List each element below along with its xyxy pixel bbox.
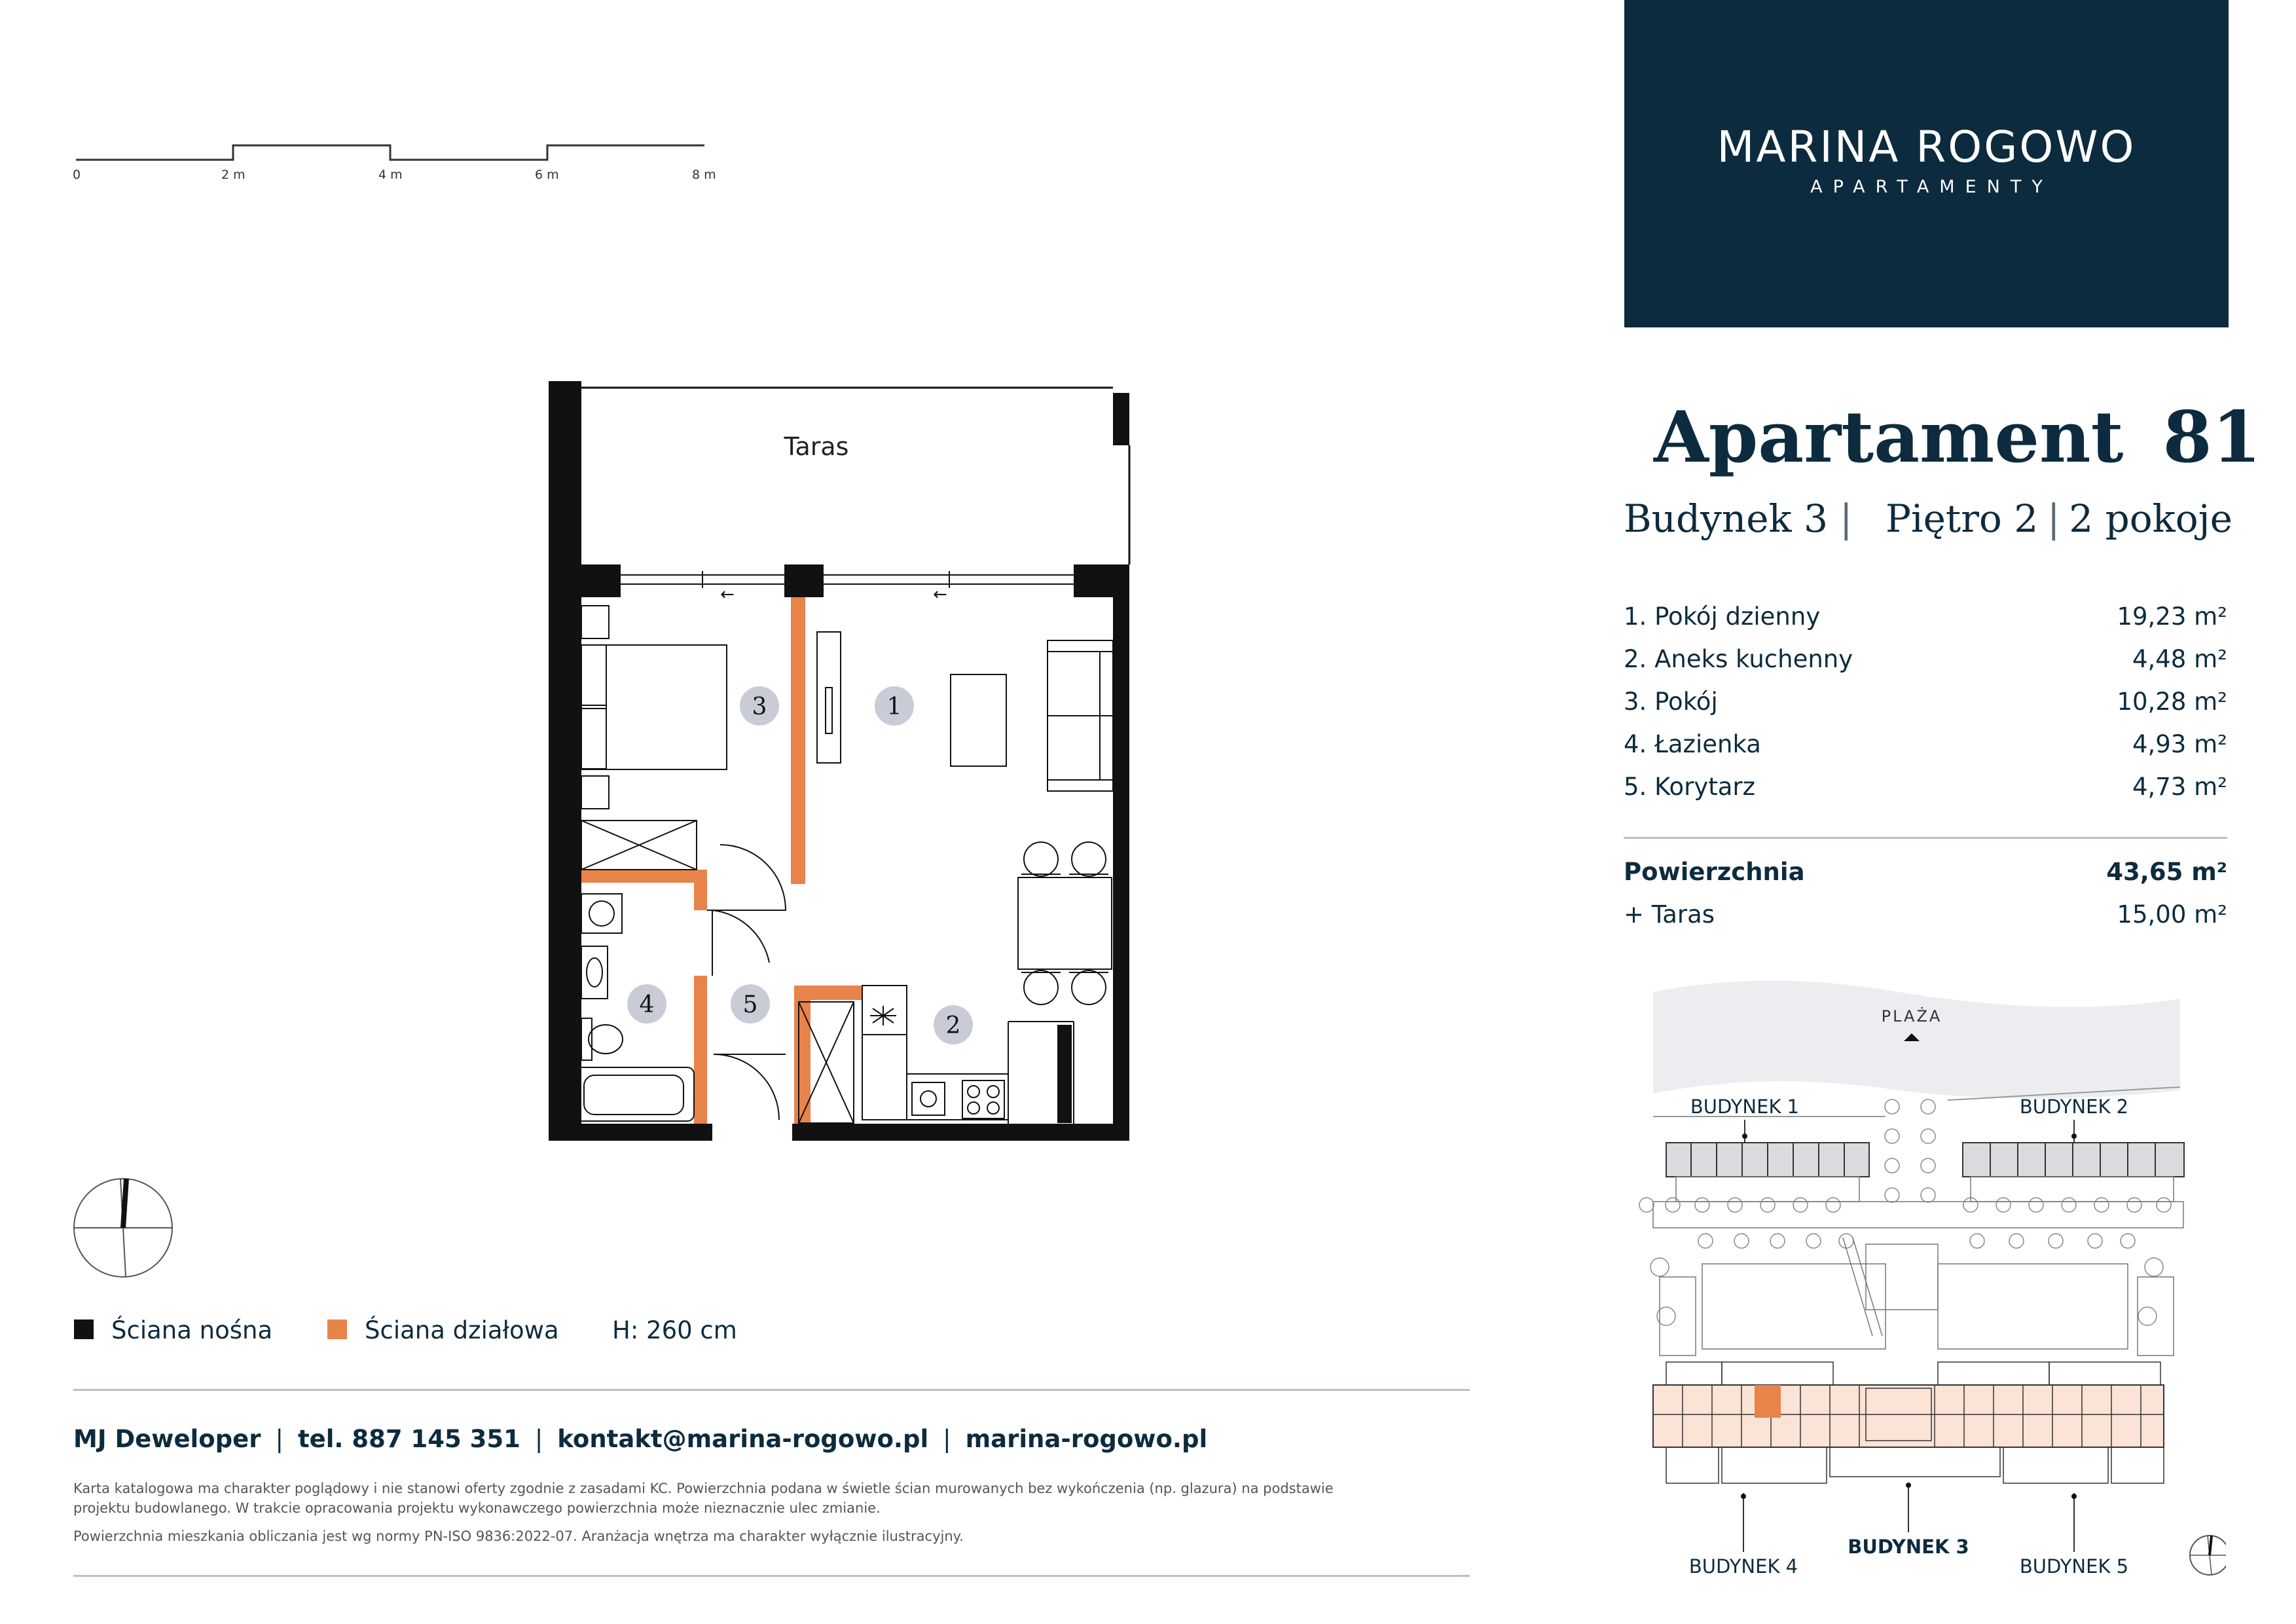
terrace-label: Taras	[784, 432, 849, 461]
footer-divider-bottom	[73, 1575, 1470, 1577]
room-area: 4,48 m²	[2132, 645, 2227, 673]
detail-separator: |	[2047, 496, 2060, 541]
room-number-4: 4	[639, 991, 655, 1018]
room-row	[1624, 688, 2227, 720]
contact-separator: |	[943, 1425, 951, 1453]
slide-arrow: ←	[720, 585, 735, 604]
total-area-row	[1624, 858, 2227, 891]
apartment-details	[1624, 496, 2232, 549]
room-row	[1624, 730, 2227, 763]
title-word: Apartament	[1654, 396, 2124, 479]
scale-label-4m: 4 m	[378, 168, 403, 182]
contact-separator: |	[534, 1425, 543, 1453]
legend-height: H: 260 cm	[612, 1316, 737, 1344]
room-name: 3. Pokój	[1624, 688, 1718, 716]
total-area-value: 43,65 m²	[2106, 858, 2227, 886]
room-row	[1624, 602, 2227, 635]
site-compass-icon	[2190, 1536, 2226, 1575]
partition-walls	[581, 597, 862, 1124]
room-name: 4. Łazienka	[1624, 730, 1761, 758]
detail-separator: |	[1840, 496, 1853, 541]
legend-partition: Ściana działowa	[365, 1316, 559, 1344]
scale-label-6m: 6 m	[535, 168, 559, 182]
apartment-number: 81	[2162, 396, 2261, 479]
load-bearing-walls	[549, 381, 1129, 1141]
site-label-b5: BUDYNEK 5	[2019, 1555, 2129, 1578]
floor-label: Piętro 2	[1886, 496, 2039, 541]
total-area-label: Powierzchnia	[1624, 858, 1805, 886]
contact-separator: |	[275, 1425, 283, 1453]
room-row	[1624, 645, 2227, 678]
site-plan	[1637, 976, 2226, 1604]
room-number-1: 1	[886, 693, 902, 720]
summary-divider	[1624, 837, 2227, 839]
room-name: 5. Korytarz	[1624, 773, 1756, 801]
apartment-location-marker	[1755, 1385, 1781, 1418]
site-label-b2: BUDYNEK 2	[2019, 1096, 2129, 1118]
rooms-count-label: 2 pokoje	[2069, 496, 2232, 541]
contact-line	[73, 1425, 1207, 1453]
scale-label-2m: 2 m	[221, 168, 246, 182]
room-number-3: 3	[752, 693, 767, 720]
room-number-5: 5	[742, 991, 758, 1018]
room-row	[1624, 773, 2227, 805]
room-number-2: 2	[945, 1012, 961, 1039]
floor-plan	[537, 373, 1146, 1153]
building-label: Budynek 3	[1624, 496, 1829, 541]
legend-load-bearing-swatch	[74, 1320, 94, 1339]
website-link[interactable]: marina-rogowo.pl	[965, 1425, 1208, 1453]
beach-label: PLAŻA	[1881, 1007, 1942, 1025]
room-area: 4,73 m²	[2132, 773, 2227, 801]
disclaimer-line-2: projektu budowlanego. W trakcie opracowania projektu wykonawczego powierzchnia może nieznacznie ulec zmianie.	[73, 1500, 881, 1516]
furniture	[573, 606, 1113, 1124]
disclaimer-line-3: Powierzchnia mieszkania obliczania jest wg normy PN-ISO 9836:2022-07. Aranżacja wnętrza ma charakter wyłącznie ilustracyjny.	[73, 1528, 964, 1544]
legend-partition-swatch	[327, 1320, 347, 1339]
room-name: 2. Aneks kuchenny	[1624, 645, 1853, 673]
disclaimer-line-1: Karta katalogowa ma charakter poglądowy i nie stanowi oferty zgodnie z zasadami KC. Powierzchnia podana w świetle ścian murowanych bez wykończenia (np. glazura) na podstawie	[73, 1481, 1334, 1496]
phone-link[interactable]: tel. 887 145 351	[297, 1425, 520, 1453]
brand-subtitle: APARTAMENTY	[1810, 177, 2053, 197]
slide-arrow: ←	[933, 585, 947, 604]
brand-logo	[1624, 0, 2229, 327]
room-area: 19,23 m²	[2117, 602, 2227, 631]
email-link[interactable]: kontakt@marina-rogowo.pl	[557, 1425, 929, 1453]
compass-icon	[71, 1175, 175, 1280]
site-label-b3: BUDYNEK 3	[1848, 1536, 1969, 1558]
footer-divider-top	[73, 1389, 1470, 1391]
scale-label-0: 0	[73, 168, 81, 182]
legend-load-bearing: Ściana nośna	[111, 1316, 273, 1344]
brand-name: MARINA ROGOWO	[1717, 122, 2136, 172]
company-name: MJ Deweloper	[73, 1425, 261, 1453]
room-area: 4,93 m²	[2132, 730, 2227, 758]
room-name: 1. Pokój dzienny	[1624, 602, 1821, 631]
room-area: 10,28 m²	[2117, 688, 2227, 716]
terrace-area-label: + Taras	[1624, 900, 1715, 929]
site-label-b4: BUDYNEK 4	[1688, 1555, 1798, 1578]
terrace-area-value: 15,00 m²	[2117, 900, 2227, 929]
terrace-area-row	[1624, 900, 2227, 933]
page-title	[1654, 396, 2261, 479]
site-label-b1: BUDYNEK 1	[1690, 1096, 1800, 1118]
scale-label-8m: 8 m	[692, 168, 716, 182]
